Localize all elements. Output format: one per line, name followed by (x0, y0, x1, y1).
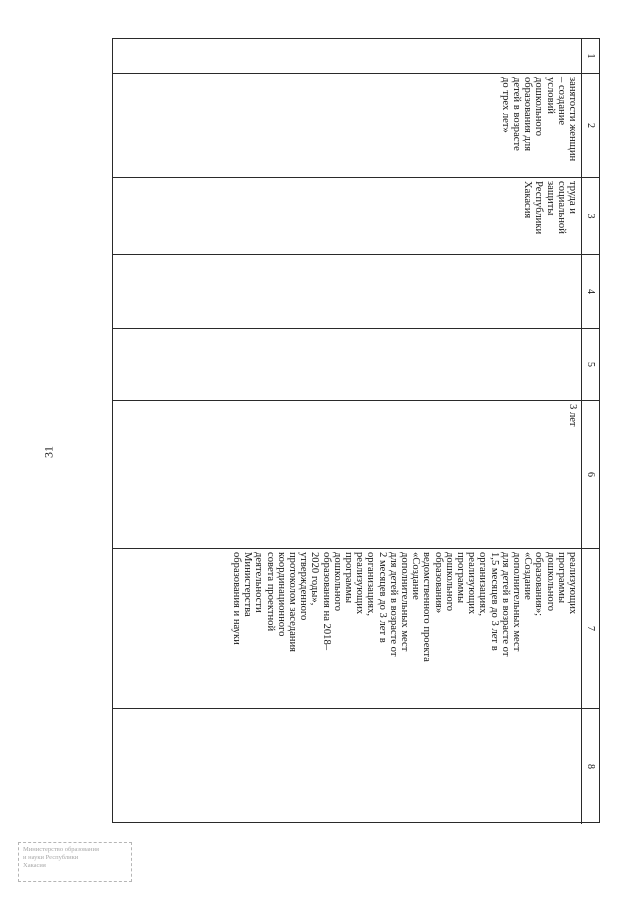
column-header-7: 7 (581, 549, 599, 708)
page-number: 31 (41, 446, 56, 458)
column-header-5: 5 (581, 329, 599, 400)
column-header-1: 1 (581, 39, 599, 73)
column-header-2: 2 (581, 74, 599, 177)
table-column-3 (113, 178, 599, 255)
column-header-8: 8 (581, 709, 599, 824)
table-cell-2: занятости женщин – создание условий дошкольного образования для детей в возрасте до трех лет» (499, 77, 578, 162)
document-table (112, 38, 600, 823)
column-header-3: 3 (581, 178, 599, 254)
table-cell-7: реализующих программы дошкольного образования»; «Создание дополнительных мест для детей в возрасте от 1,5 месяцев до 3 лет в организациях, реализующих программы дошкольного образования» ведомственного проекта «Создание дополнительных мест для детей в возрасте от 2 месяцев до 3 лет в организациях, реализующих программы дошкольного образования на 2018– 2020 годы», утвержденного протоколом заседания координационного совета проектной деятельности Министерства образования и науки (230, 552, 578, 662)
table-column-7 (113, 549, 599, 709)
column-header-4: 4 (581, 255, 599, 328)
table-cell-1 (113, 39, 581, 73)
table-column-6 (113, 401, 599, 549)
table-cell-4 (113, 255, 581, 328)
table-cell-6: 3 лет (567, 404, 578, 427)
table-cell-8 (113, 709, 581, 824)
table-column-4 (113, 255, 599, 329)
table-column-1 (113, 39, 599, 74)
registration-stamp: Министерство образования и науки Республики Хакасия (18, 842, 132, 882)
table-cell-5 (113, 329, 581, 400)
column-header-6: 6 (581, 401, 599, 548)
table-cell-3: труда и социальной защиты Республики Хакасия (522, 181, 578, 235)
table-column-5 (113, 329, 599, 401)
table-column-8 (113, 709, 599, 824)
table-column-2 (113, 74, 599, 178)
